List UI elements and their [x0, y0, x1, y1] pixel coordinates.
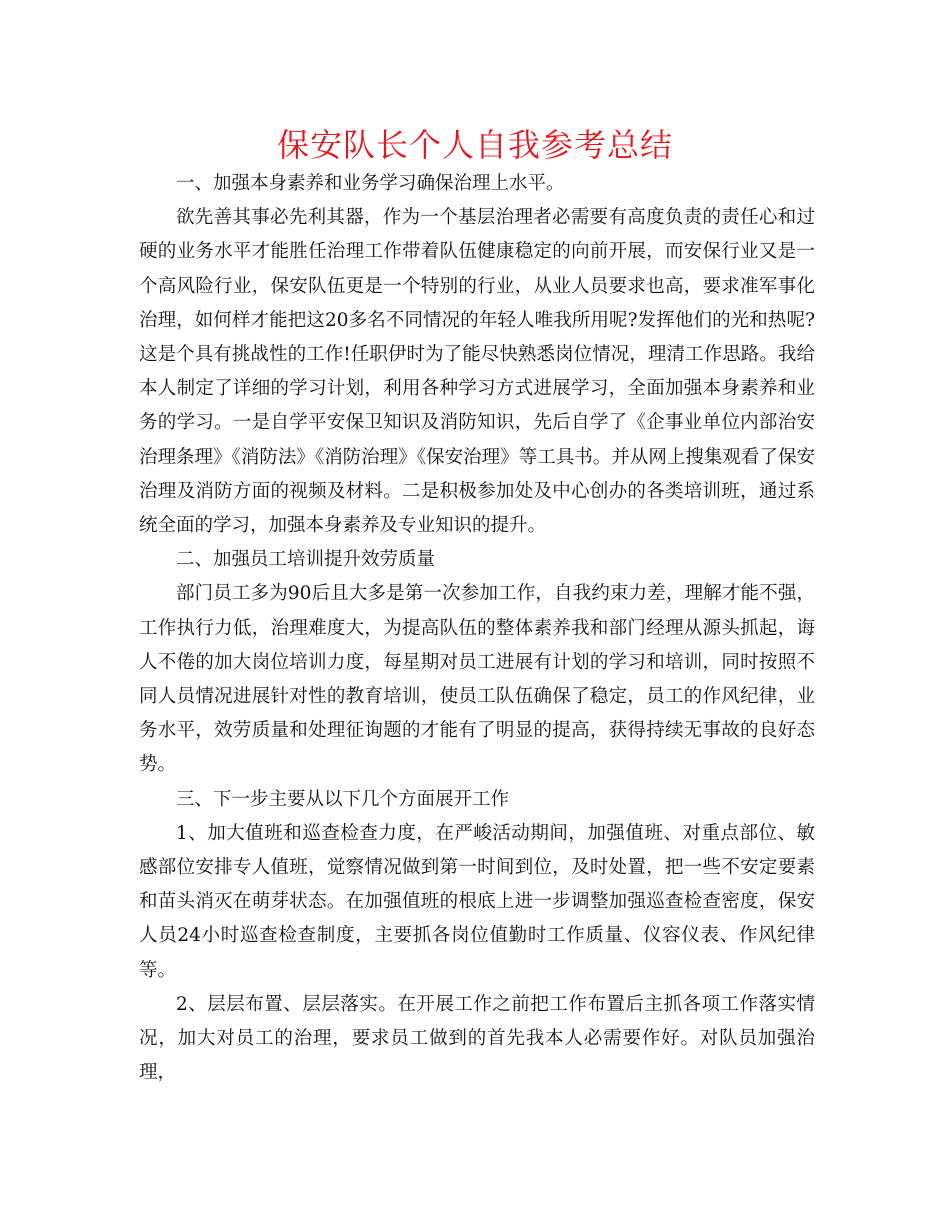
paragraph-2: 部门员工多为90后且大多是第一次参加工作，自我约束力差，理解才能不强，工作执行力低，治理难度大，为提高队伍的整体素养我和部门经理从源头抓起，诲人不倦的加大岗位培训力度，每星期对员工进展有计划的学习和培训，同时按照不同人员情况进展针对性的教育培训，使员工队伍确保了稳定，员工的作风纪律，业务水平，效劳质量和处理征询题的才能有了明显的提高，获得持续无事故的良好态势。	[139, 583, 815, 776]
document-body	[139, 167, 815, 1090]
document-title: 保安队长个人自我参考总结	[276, 126, 673, 164]
section-heading-1: 一、加强本身素养和业务学习确保治理上水平。	[176, 173, 565, 194]
paragraph-3: 1、加大值班和巡查检查力度，在严峻活动期间，加强值班、对重点部位、敏感部位安排专人值班，觉察情况做到第一时间到位，及时处置，把一些不安定要素和苗头消灭在萌芽状态。在加强值班的根底上进一步调整加强巡查检查密度，保安人员24小时巡查检查制度，主要抓各岗位值勤时工作质量、仪容仪表、作风纪律等。	[139, 822, 815, 981]
paragraph-1: 欲先善其事必先利其器，作为一个基层治理者必需要有高度负责的责任心和过硬的业务水平才能胜任治理工作带着队伍健康稳定的向前开展，而安保行业又是一个高风险行业，保安队伍更是一个特别的行业，从业人员要求也高，要求准军事化治理，如何样才能把这20多名不同情况的年轻人唯我所用呢?发挥他们的光和热呢?这是个具有挑战性的工作!任职伊时为了能尽快熟悉岗位情况，理清工作思路。我给本人制定了详细的学习计划，利用各种学习方式进展学习，全面加强本身素养和业务的学习。一是自学平安保卫知识及消防知识，先后自学了《企事业单位内部治安治理条理》《消防法》《消防治理》《保安治理》等工具书。并从网上搜集观看了保安治理及消防方面的视频及材料。二是积极参加处及中心创办的各类培训班，通过系统全面的学习，加强本身素养及专业知识的提升。	[139, 207, 815, 537]
section-heading-2: 二、加强员工培训提升效劳质量	[176, 549, 436, 571]
paragraph-4: 2、层层布置、层层落实。在开展工作之前把工作布置后主抓各项工作落实情况，加大对员工的治理，要求员工做到的首先我本人必需要作好。对队员加强治理，	[139, 993, 815, 1084]
section-heading-3: 三、下一步主要从以下几个方面展开工作	[176, 788, 510, 810]
